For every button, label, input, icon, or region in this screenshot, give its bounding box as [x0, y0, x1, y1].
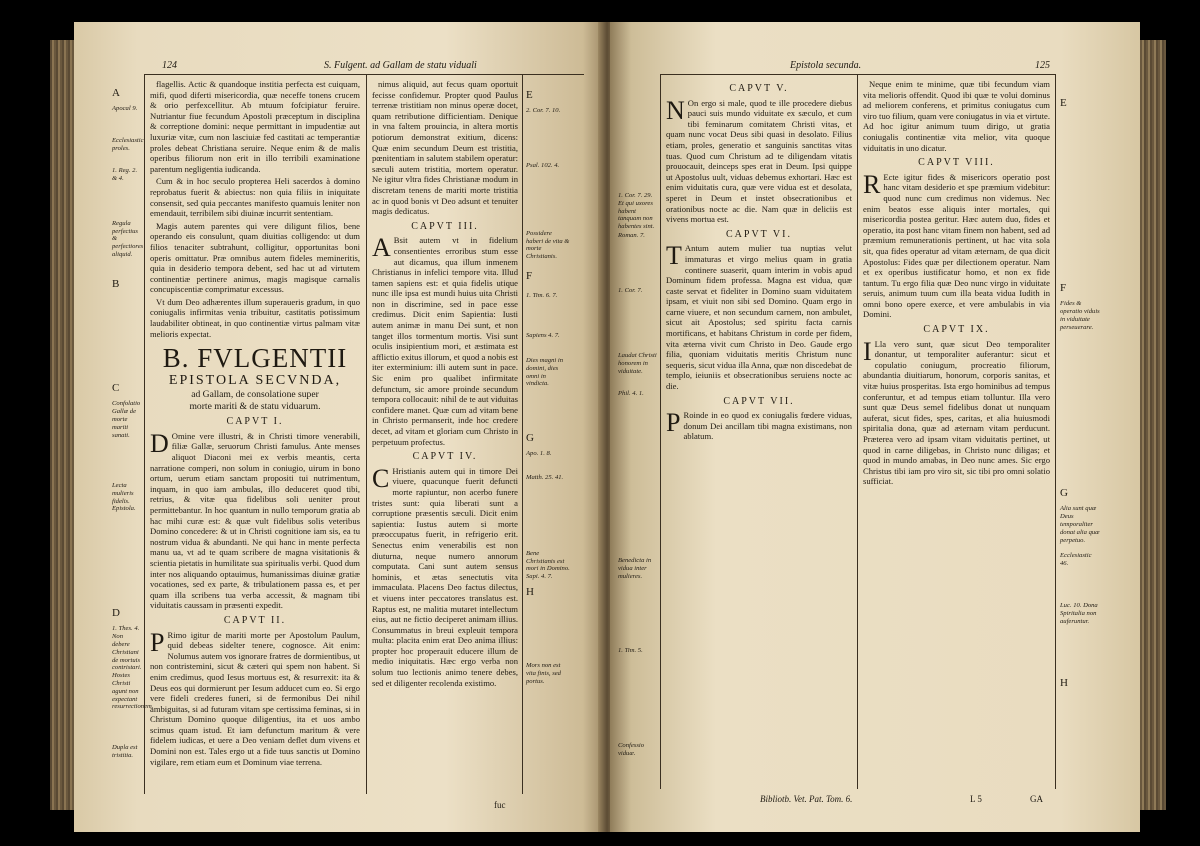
left-page-edges [50, 40, 74, 810]
margin-note: Mors non est vita finis, sed portus. [526, 662, 561, 685]
margin-note: Phil. 4. 1. [618, 390, 644, 397]
right-outer-margin-rule [1055, 74, 1056, 789]
margin-note: 1. Cor. 7. [618, 287, 643, 294]
margin-note: Bene Christianis est mori in Domino. Sapi. 4. 7. H [526, 549, 570, 598]
margin-note: Confessio viduæ. [618, 742, 645, 757]
drop-capital: I [863, 336, 872, 366]
chapter-text: Bsit autem vt in fidelium consentientes erroribus stum esse aut dicamus, qua illum inmenem Christianus in infelici tempore vita. Illud tamen sapiens est: et quia fidelis utique nunc ille ipsa est mundi huius uita Christi non in discrimine, sed in pace esse credimus. Dicit enim Sapientia: Iusti autem animæ in manu Dei sunt, et non tanget illos tormentum mortis. Visi sunt oculis insipientium mori, et æstimata est afflictio exitus illorum, et quod a nobis est iter exterminium: illi autem sunt in pace. Sic enim pro qualibet infirmitate defunctum, sic amore proinde secundum tempora collocauit: nihil de te aut viduitas confidere manet. Quæ cum ad vitam bene in Christo permanserit, inde hoc credere decet, ad vitam et gloriam cum Christo in perpetuum profectus. [372, 235, 518, 447]
epistle-title: B. FVLGENTII [162, 343, 348, 374]
margin-note: Dies magni in domini, dies omni in vindicta. [526, 357, 563, 388]
left-head-rule [144, 74, 584, 75]
drop-capital: N [666, 95, 685, 125]
drop-capital: R [863, 169, 881, 199]
left-column-2 [372, 79, 518, 794]
chapter-text: Hristianis autem qui in timore Dei viuere, quacunque fuerit defuncti morte rapiuntur, non acerbo funere tristes sunt: quia liberati sunt a corruptione præsentis sæculi. Dicit enim sapientia: Iustus autem si morte præoccupatus fuerit, in refrigerio erit. Senectus enim venerabilis est non diuturna, neque numero annorum computata. Cani sunt autem sensus hominis, et ætas senectutis vita immaculata. Placens Deo factus dilectus, et viuens inter peccatores translatus est. Raptus est, ne malitia mutaret intellectum eius, aut ne fictio deciperet animam illius. Consummatus in breui expleuit tempora multa: placita enim erat Deo anima illius: propter hoc properauit educere illum de medio iniquitatis. Hæc ergo verba non solum tuo lectionis animo tenere debes, sed et diligenter recolenda existimo. [372, 465, 518, 688]
right-inner-margin-rule [660, 74, 661, 789]
right-page [610, 22, 1140, 832]
margin-note: Ecclesiastic proles. [112, 137, 144, 152]
chapter-text: Antum autem mulier tua nuptias velut immaturas et virgo melius quam in gratia continere suaserit, quam interim in vobis apud Dominum fidem professa. Magna est vidua, quæ caste servat et fideliter in Domino suam viduitatem ipsam, et viuit non sibi sed Domino. Quam ergo in carne viuere, et non secundum carnem, non ambulet, sicut ait Apostolus; sed spiritu facta carnis mortificans, et habitans Christum in corde per fidem, vita æterna vivit cum Christo in Deo. Gaude ergo filia, quoniam viduitatis meritis Christum nunc sequeris, sicut vidua illa Anna, quæ non discedebat de templo, ieiuniis et obsecrationibus seruiens nocte ac die. [666, 243, 852, 392]
paragraph: Cum & in hoc seculo propterea Heli sacerdos à domino reprobatus fuerit & abiectus: non quia filiis in iniquitate consensit, sed quia peccantes manifesto quamuis leniter non emendauit, terribilem sibi diuinæ incurrit sententiam. [150, 176, 360, 219]
left-inner-margin-rule [522, 74, 523, 794]
left-column-rule [366, 74, 367, 794]
margin-note: H [1060, 676, 1068, 689]
margin-note: F Fides & operatio viduis in viduitate perseuerare. [1060, 281, 1100, 331]
margin-note: Matth. 25. 41. [526, 474, 564, 481]
paragraph: Vt dum Deo adhærentes illum superaueris gradum, in quo coniugalis infirmitas venia tribuitur, castitatis potissimum laudabiliter obtineat, in quo continentiæ virtus palmam vitæ melioris expectat. [150, 296, 360, 339]
margin-note: Regula perfectius & perfectiores aliquid. B [112, 219, 144, 290]
chapter-heading: CAPVT IX. [923, 324, 990, 336]
chapter-heading: CAPVT VII. [723, 395, 795, 407]
margin-note: 1. Tim. 6. 7. [526, 292, 558, 299]
epistle-title-line: ad Gallam, de consolatione super [191, 389, 319, 401]
margin-note: 1. Tim. 5. [618, 647, 643, 654]
margin-note: Laudat Christi honorem in viduitate. [618, 352, 657, 375]
margin-note: 1. Cor. 7. 29. Et qui uxores habent tanquam non habentes sint. [618, 192, 655, 231]
margin-note: A Apocal 9. [112, 86, 138, 113]
drop-capital: D [150, 428, 169, 458]
margin-note: 1. Reg. 2. & 4. [112, 167, 138, 182]
epistle-title-line: morte mariti & de statu viduarum. [189, 400, 321, 412]
chapter-heading: CAPVT V. [729, 83, 789, 94]
right-page-number: 125 [1035, 60, 1050, 71]
open-book [62, 22, 1152, 832]
margin-note: Roman. 7. [618, 232, 645, 239]
chapter-text: Roinde in eo quod ex coniugalis fœdere viduas, donum Dei ancillam tibi magna existimans, non ablatum. [683, 410, 852, 442]
margin-note: Benedicta in vidua inter mulieres. [618, 557, 652, 580]
chapter-heading: CAPVT II. [223, 614, 287, 626]
bibliographic-footer: Bibliotb. Vet. Pat. Tom. 6. [760, 794, 853, 804]
left-page [74, 22, 604, 832]
chapter-heading: CAPVT VI. [726, 228, 792, 240]
margin-note: Ecclesiastic 46. [1060, 552, 1092, 567]
drop-capital: P [150, 627, 165, 657]
paragraph: nimus aliquid, aut fecus quam oportuit fecisse confidemur. Propter quod Paulus terrenæ tristitiam non minus operæ docet, quam retributione difficientiam. Denique in vna faltem prouincia, in altera mortis potiorum demonstrat exitium, dicens: Quæ enim secundum Deum est tristitia, pœnitentiam in salutem stabilem operatur: sæculi autem tristitia, mortem operatur. Ne igitur vltra fides Christianæ modum in discretam tenens de mariti morte tristitia ac in quod bonis vt Deo adsunt et tenuiter magis dedicatus. [372, 79, 518, 217]
chapter-text: Lla vero sunt, quæ sicut Deo temporaliter donantur, ut temporaliter auferantur: sicut et copulatio coniugum, procreatio filiorum, abundantia diuitiarum, honorum, corporis sanitas, et vitæ huius prosperitas. Ista ergo hominibus ad tempus conferuntur, et ad tempus etiam tolluntur. Illa vero sunt quæ Deus semel fidelibus donat ut nunquam auferat, sicut fides, spes, caritas, et alia huiusmodi spiritalia dona, quæ ad æternam vitam perducunt. Præterea vero ad ipsam vitam viduitatis pertinet, ut quod in carne diligebas, in Christo nunc diligas; et quod in mundo amabas, in Deo nunc ames. Sic ergo Christus tibi iam pro viro sit, sic tibi pro omni solatio sufficiat. [863, 338, 1050, 487]
right-page-edges [1140, 40, 1166, 810]
signature-mark: L 5 [970, 794, 982, 804]
chapter-text: On ergo si male, quod te ille procedere diebus pauci suis mundo viduitate ex sæculo, et cum tibi feminarum comitatem Christi vitas, et quam nunc vocat Deus sibi quasi in desolato. Filius etiam, proles, generatio et sanguinis sanctitas vitas tuas. Quod cum Christum ad te diligendam vitatis prouocauit, deinceps spes erat in Deum. Ipsi quippe ut Apostolus uult, viduas debemus exhortari. Hæc est enim viduitatis cura, quæ vere vidua est et desolata, speret in Deum et instet obsecrationibus et orationibus nocte ac die. Nam quæ in deliciis est vivens mortua est. [666, 97, 852, 225]
left-outer-margin-rule [144, 74, 145, 794]
drop-capital: C [372, 463, 390, 493]
margin-note: Possidere haberi de vita & morte Christianis. F [526, 229, 570, 282]
chapter-text: Omine vere illustri, & in Christi timore venerabili, filiæ Gallæ, seruorum Christi famulus. Ante menses aliquot Diaconi mei ex verbis meantis, certa narratione comperi, non solum in coniugio, uirum in bono ortum, uerum etiam sanctam propositi tui nutrimentum, inquam, in quo iam ambulas, illo deduceret quod tibi, retrius, & vitæ qua fidelibus soli ueniter prout permittebantur. In hoc quantum in nullo temporum gratia ab hac mihi curæ est: & quæ vult fidelibus solis veteribus Domino concedere: & ut in Christi cognitione iam sis, ea tu nostrum vidua & abundanti. Ne qui hanc in mente perfecta manu ua, vt ad te quam scribere de magna visitationis & scientia pietatis in humilitate sua spiritualis verbi. Quod dum inter nos aliquando optauimus, humanissimas diuinæ gratiæ vocationes, sed ex parte, & tribulationem passa es, et per quam illa scribens tua verba accessit, & magnam tibi viduitatis caussam in præsenti expedit. [150, 430, 360, 611]
paragraph: Magis autem parentes qui vere diligunt filios, bene operando eis consulunt, quam diuitias colligendo: ut dum filios tenaciter subtrahunt, colligitur, opportunitas boni operis omittatur. Præ omnibus autem fideles memineritis, quia in desiderio tempora debent, sed hac ut ad virtutem continentiæ pertinere animus, magis magisque carnalis concupiscentiæ comprimatur excessus. [150, 220, 360, 295]
paragraph: flagellis. Actic & quandoque institia perfecta est cuiquam, mifi, quod diferti misericordia, quæ neceffe tonens crucem & orio perfexcellitur. Ab mtuum fofcipiatur feruire. Nutriantur fiue fecundum Apostoli præceptum in disciplina & correptione domini: neque permittant in impudentiæ aut luxuriæ vitæ, cum non lasciuiæ fed castitati ac temperantiæ proles debeat Christiana seruire. Neque enim & de malis operibus filiorum non erit in illo terribili examinatione parentum negligentia iudicanda. [150, 79, 360, 174]
drop-capital: A [372, 233, 391, 263]
drop-capital: P [666, 408, 681, 438]
chapter-text: Ecte igitur fides & misericors operatio post hanc vitam desiderio et spe præmium videbitur: quod nunc cum credimus non videmus. Nec enim beatos esse aliquis inter mortales, qui misericordia postea geritur. Hæc autem duo, fides et operatio, ita post hanc vitam finem non habent, sed ad præmium remunerationis pertinent, ut hac vita sola sit, qua fides operatur ad vitam æternam, de qua dicit Apostolus: Fides quæ per dilectionem operatur. Nam et ex operibus iustificatur homo, et non ex fide tantum. Tu ergo filia quæ Deo nunc virgo in viduitate seruis, animum tuum cum illa beata vidua Iudith in omni bono opere exerce, et vere ambulabis in via Domini. [863, 171, 1050, 320]
right-catchword: GA [1030, 794, 1043, 804]
margin-note: Luc. 10. Dona Spiritalia non auferuntur. [1060, 602, 1098, 625]
drop-capital: T [666, 241, 682, 271]
margin-note: E 2. Cor. 7. 10. [526, 88, 561, 115]
left-running-head: S. Fulgent. ad Gallam de statu viduali [324, 60, 477, 71]
margin-note: Sapiens 4. 7. [526, 332, 560, 339]
margin-note: Dupla est tristitia. [112, 744, 138, 759]
margin-note: Lecta mulieris fidelis. Epistola. [112, 482, 136, 513]
right-column-rule [857, 74, 858, 789]
margin-note: G Alia sunt quæ Deus temporaliter donat alia quæ perpetuo. [1060, 486, 1100, 544]
chapter-text: Rimo igitur de mariti morte per Apostolum Paulum, quid debeas sidelter tenere, cognosce. Ait enim: Nolumus autem vos ignorare fratres de dormientibus, ut non contristemini, sicut & cæteri qui spem non habent. Si enim credimus, quod Iesus mortuus est, & resurrexit: ita & Deus eos qui dormierunt per Iesum adducet cum eo. Si ergo vere fideli crederes funeri, si de fermonibus Dei nihil ambiguitas, si ad futuram vitam spe certissima feminas, si in Christum Domino quoque diligentius, ita et uos ambo scimus quam istud. Et iam defunctum maritum & vere fidelem iudicas, et uere a Deo veniam deflet dum vivens et Domini non est. Tales ergo ut a fide tuus sanctis ut Domino vigilare, rem etiam eum et Dominum viae terrena. [150, 629, 360, 767]
left-catchword: fuc [494, 800, 506, 810]
margin-note: D 1. Thes. 4. Non debere Christiani de mortuis contristari. Hostes Christi agunt non expectant resurrectionem. [112, 606, 154, 711]
right-column-2 [863, 79, 1050, 791]
chapter-heading: CAPVT I. [226, 416, 284, 428]
chapter-heading: CAPVT IV. [412, 451, 478, 463]
right-running-head: Epistola secunda. [790, 60, 862, 71]
chapter-heading: CAPVT VIII. [918, 157, 995, 169]
chapter-heading: CAPVT III. [411, 220, 479, 232]
margin-note: C Confolatio Gallæ de morte mariti sanati. [112, 381, 141, 439]
epistle-subtitle: EPISTOLA SECVNDA, [168, 373, 342, 389]
right-column-1 [666, 79, 852, 791]
margin-note: Psal. 102. 4. [526, 162, 560, 169]
left-page-number: 124 [162, 60, 177, 71]
margin-note: G Apo. 1. 8. [526, 431, 552, 458]
margin-note: E [1060, 96, 1067, 109]
paragraph: Neque enim te minime, quæ tibi fecundum viam vita melioris offendit. Quod ibi quæ te volui dominus ad meliorem conferens, et primitus coniugatus cum viro tuo filium, quam vere coniugatus in via et virtute. Ad hoc igitur animum tuum dirigo, ut gratia coniugalis continentiæ vita melior, vita quoque viduitatis in uno dicatur. [863, 79, 1050, 153]
left-column-1 [150, 79, 360, 794]
